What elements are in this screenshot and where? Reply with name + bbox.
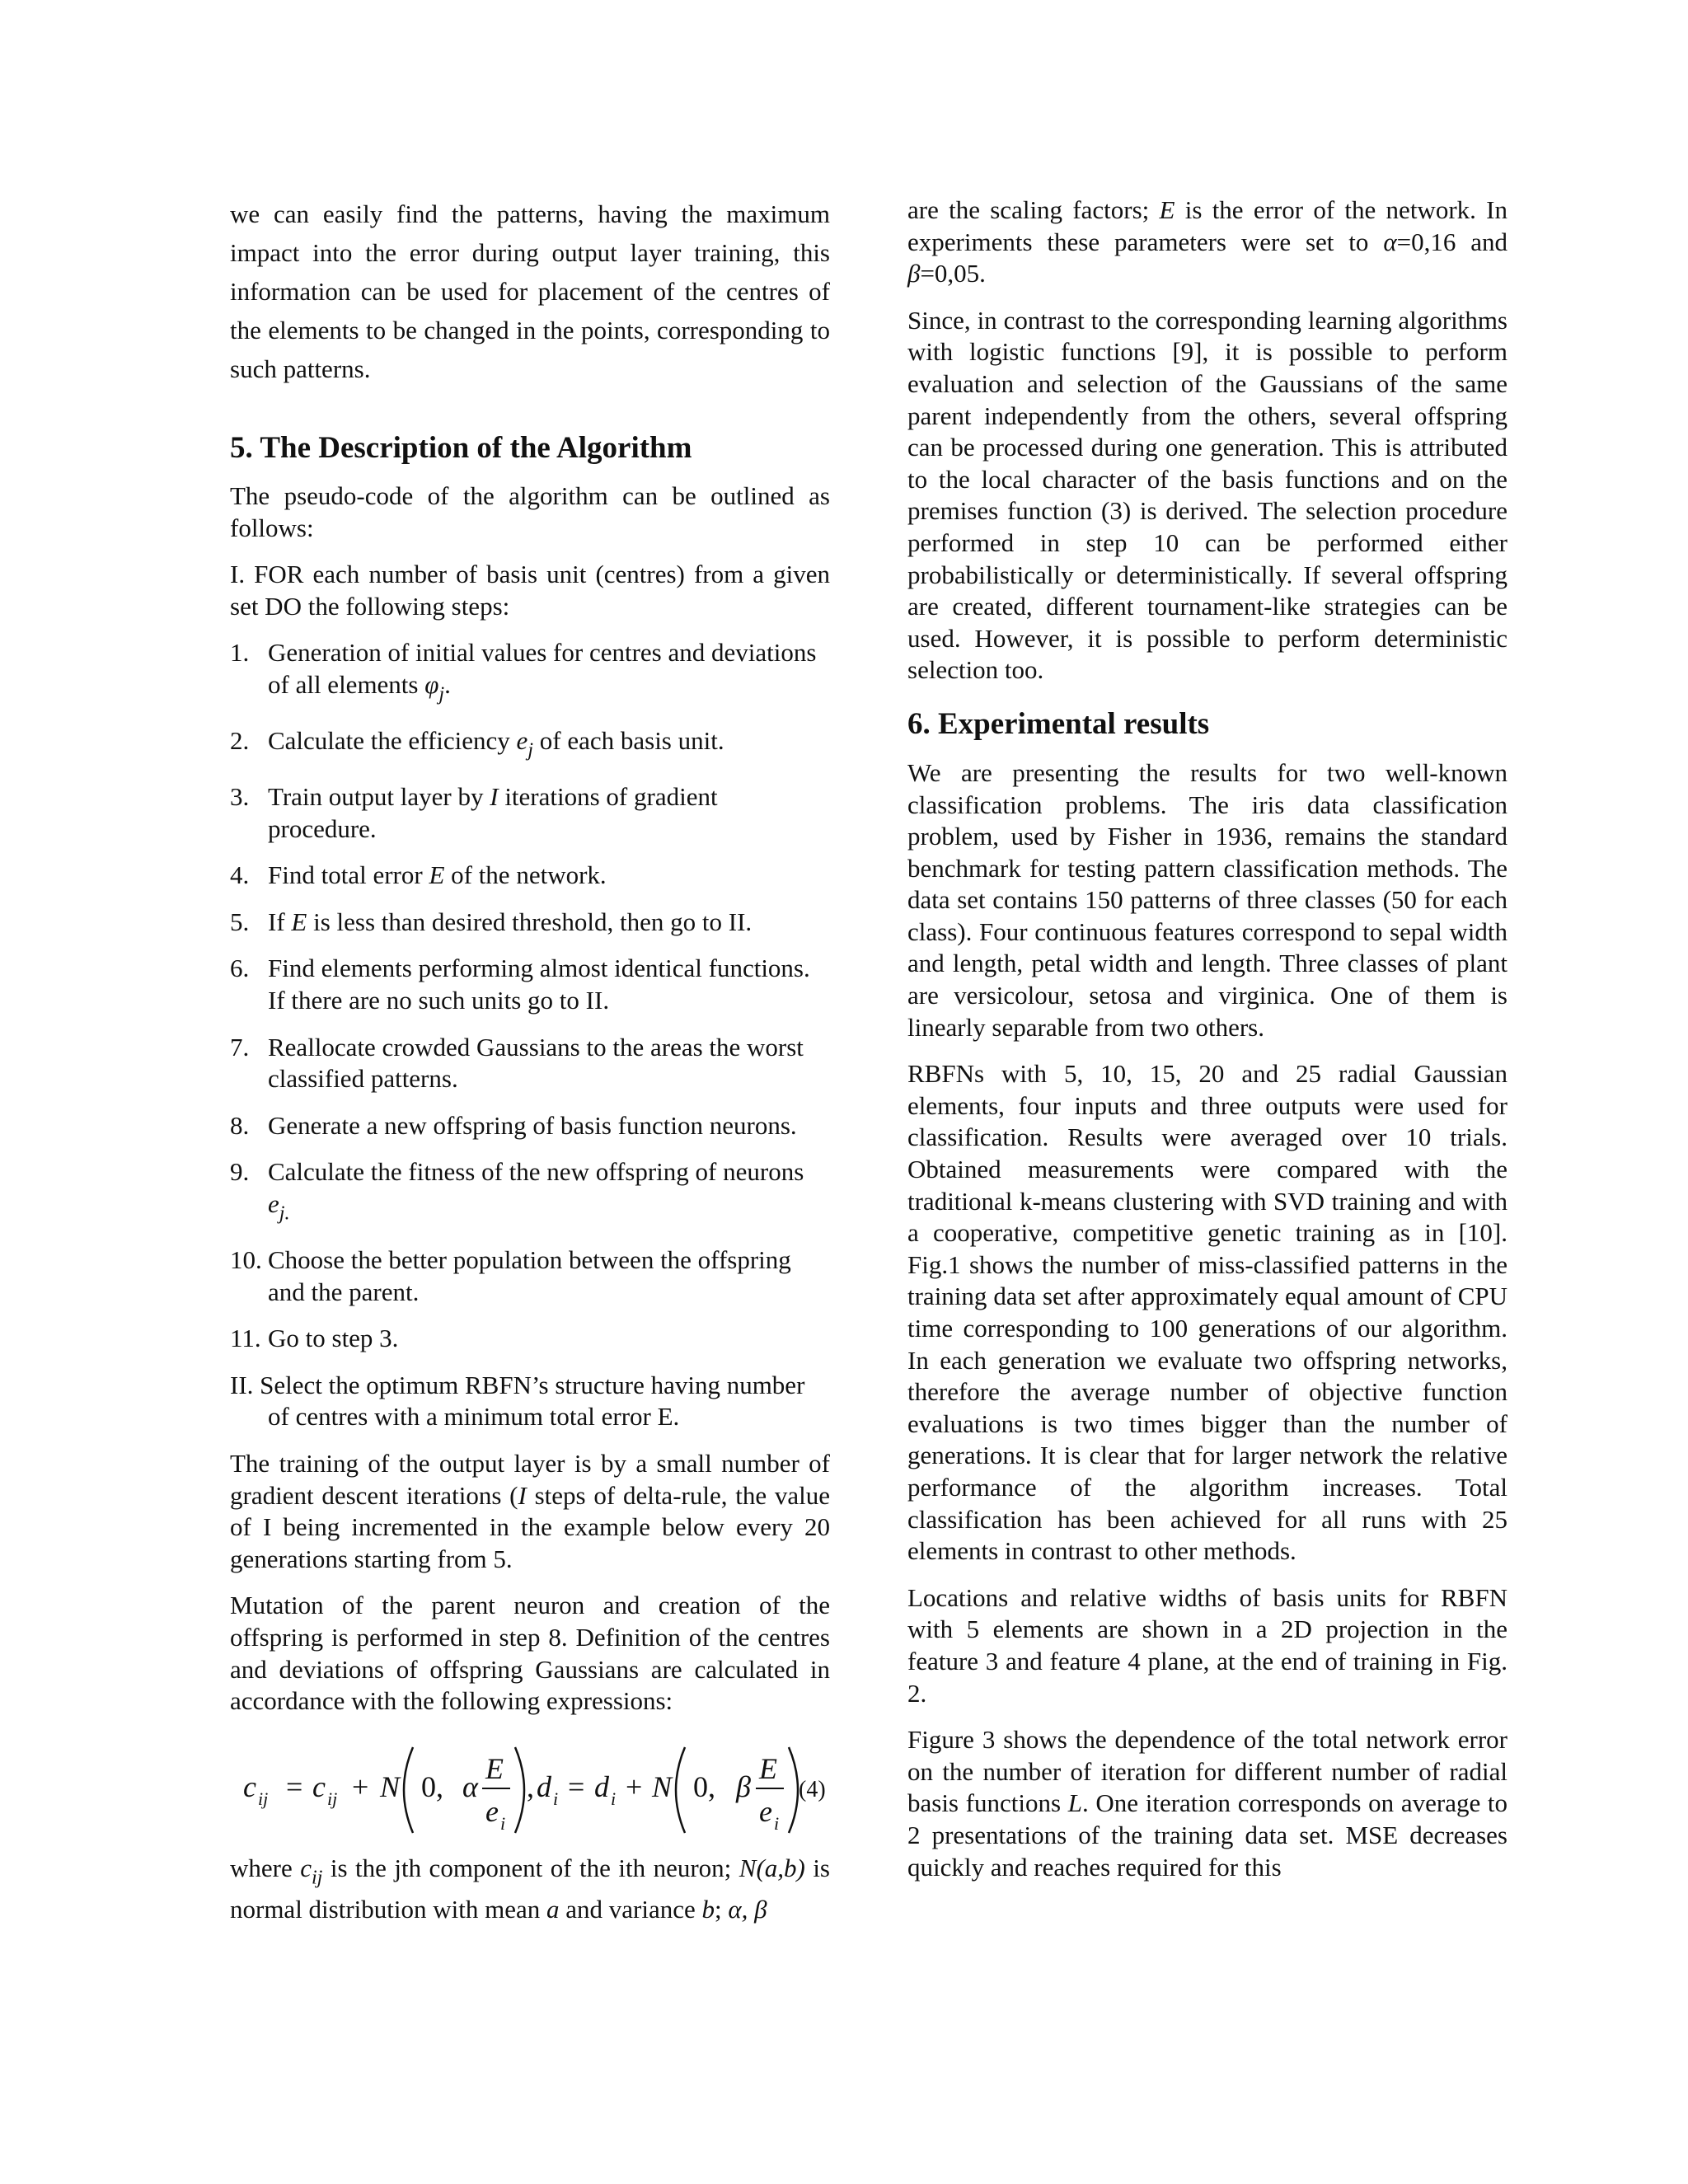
svg-text:d: d	[537, 1769, 551, 1803]
step-number: 7.	[230, 1032, 250, 1062]
paragraph-basis-locations: Locations and relative widths of basis units for RBFN with 5 elements are shown in a 2D projection in the feature 3 and feature 4 plane, at the end of training in Fig. 2.	[907, 1582, 1507, 1708]
svg-text:N: N	[380, 1769, 401, 1803]
svg-text:E: E	[485, 1751, 504, 1785]
paragraph-rbfn-results: RBFNs with 5, 10, 15, 20 and 25 radial Gaussian elements, four inputs and three outputs were used for classification. Results were averaged over 10 trials. Obtained measurements were compared with the traditional k-means clustering with SVD training and with a cooperative, competitive genetic training as in [10]. Fig.1 shows the number of miss-classified patterns in the training data set after approximately equal amount of CPU time corresponding to 100 generations of our algorithm. In each generation we evaluate two offspring networks, therefore the average number of objective function evaluations is two times bigger than the number of generations. It is clear that for larger network the relative performance of the algorithm increases. Total classification has been achieved for all runs with 25 elements in contrast to other methods.	[907, 1059, 1507, 1566]
step-4	[230, 860, 830, 892]
step-text: Calculate the efficiency $e_j$ of each basis unit.	[268, 726, 724, 762]
svg-text:e: e	[759, 1794, 772, 1828]
svg-text:c: c	[243, 1769, 256, 1803]
svg-text:(4): (4)	[799, 1776, 826, 1802]
svg-text:i: i	[553, 1788, 559, 1809]
svg-text:0,: 0,	[421, 1769, 443, 1803]
right-column	[907, 194, 1507, 1883]
step-6	[230, 953, 830, 1016]
svg-text:ij: ij	[258, 1788, 269, 1809]
paragraph-scaling-factors: are the scaling factors; E is the error of the network. In experiments these parameters were set to α=0,16 and β=0,05.	[907, 195, 1507, 288]
svg-text:+: +	[352, 1769, 369, 1803]
paragraph-equation-legend: where $c_{ij}$ is the jth component of the ith neuron; N(a,b) is normal distribution with mean a and variance b; α, β	[230, 1853, 830, 1924]
step-text: Find elements performing almost identical functions. If there are no such units go to II.	[268, 954, 810, 1015]
svg-text:,: ,	[527, 1769, 534, 1803]
step-number: 9.	[230, 1157, 250, 1187]
svg-text:i: i	[500, 1812, 506, 1834]
step-number: 10.	[230, 1245, 262, 1275]
paragraph-for-loop: I. FOR each number of basis unit (centres) from a given set DO the following steps:	[230, 560, 830, 621]
step-number: 11.	[230, 1324, 261, 1353]
step-5	[230, 907, 830, 939]
svg-text:=: =	[568, 1769, 585, 1803]
step-number: 2.	[230, 726, 250, 756]
paragraph-pseudocode-intro: The pseudo-code of the algorithm can be outlined as follows:	[230, 481, 830, 542]
svg-text:E: E	[759, 1751, 777, 1785]
step-2	[230, 725, 830, 766]
svg-text:d: d	[594, 1769, 609, 1803]
step-text: Calculate the fitness of the new offspring of neurons $e_{j.}$	[268, 1157, 804, 1225]
svg-text:i: i	[774, 1812, 780, 1834]
step-3	[230, 781, 830, 845]
left-column	[230, 194, 830, 1925]
step-text: Reallocate crowded Gaussians to the areas the worst classified patterns.	[268, 1032, 804, 1094]
paragraph-selection: Since, in contrast to the corresponding learning algorithms with logistic functions [9], it is possible to perform evaluation and selection of the Gaussians of the same parent independently from the others, several offspring can be processed during one generation. This is attributed to the local character of the basis functions and on the premises function (3) is derived. The selection procedure performed in step 10 can be performed either probabilistically or deterministically. If several offspring are created, different tournament-like strategies can be used. However, it is possible to perform deterministic selection too.	[907, 305, 1507, 685]
step-10	[230, 1244, 830, 1308]
svg-text:e: e	[485, 1794, 499, 1828]
equation-4-formula	[238, 1741, 832, 1840]
paragraph-mutation: Mutation of the parent neuron and creation of the offspring is performed in step 8. Definition of the centres and deviations of offspring Gaussians are calculated in accordance with the following expressions:	[230, 1591, 830, 1716]
svg-text:=: =	[286, 1769, 303, 1803]
step-8	[230, 1110, 830, 1142]
svg-text:+: +	[626, 1769, 643, 1803]
paragraph-figure-3: Figure 3 shows the dependence of the total network error on the number of iteration for different number of radial basis functions L. One iteration corresponds on average to 2 presentations of the training data set. MSE decreases quickly and reaches required for this	[907, 1725, 1507, 1882]
step-number: 6.	[230, 954, 250, 983]
step-ii: II. Select the optimum RBFN’s structure having number of centres with a minimum total error E.	[230, 1370, 805, 1432]
step-9	[230, 1156, 830, 1230]
svg-text:0,: 0,	[693, 1769, 715, 1803]
svg-text:α: α	[462, 1769, 478, 1803]
step-number: 1.	[230, 638, 250, 668]
section-6-heading: 6. Experimental results	[907, 706, 1210, 741]
step-text: Go to step 3.	[268, 1324, 399, 1353]
step-number: 5.	[230, 907, 250, 936]
step-11	[230, 1323, 830, 1355]
svg-text:i: i	[611, 1788, 617, 1809]
step-text: Generate a new offspring of basis function neurons.	[268, 1110, 797, 1140]
step-number: 8.	[230, 1110, 250, 1140]
paragraph-output-training: The training of the output layer is by a small number of gradient descent iterations (I steps of delta-rule, the value of I being incremented in the example below every 20 generations starting from 5.	[230, 1449, 830, 1573]
step-number: 4.	[230, 860, 250, 890]
section-5-heading: 5. The Description of the Algorithm	[230, 431, 692, 465]
svg-text:N: N	[652, 1769, 673, 1803]
svg-text:β: β	[736, 1769, 751, 1803]
step-text: Train output layer by I iterations of gradient procedure.	[268, 782, 718, 843]
step-text: If E is less than desired threshold, then go to II.	[268, 907, 753, 936]
step-text: Choose the better population between the offspring and the parent.	[268, 1245, 791, 1306]
step-text: Find total error E of the network.	[268, 860, 607, 890]
step-number: 3.	[230, 782, 250, 812]
equation-4	[230, 1741, 830, 1840]
paragraph-iris-problem: We are presenting the results for two well-known classification problems. The iris data classification problem, used by Fisher in 1936, remains the standard benchmark for testing pattern classification methods. The data set contains 150 patterns of three classes (50 for each class). Four continuous features correspond to sepal width and length, petal width and length. Three classes of plant are versicolour, setosa and virginica. One of them is linearly separable from two others.	[907, 757, 1507, 1042]
svg-text:ij: ij	[327, 1788, 338, 1809]
step-text: Generation of initial values for centres and deviations of all elements $\varphi_j$.	[268, 638, 817, 705]
step-7	[230, 1032, 830, 1095]
intro-paragraph: we can easily find the patterns, having the maximum impact into the error during output layer training, this information can be used for placement of the centres of the elements to be changed in the points, corresponding to such patterns.	[230, 199, 830, 383]
svg-text:c: c	[312, 1769, 326, 1803]
step-1	[230, 637, 830, 710]
